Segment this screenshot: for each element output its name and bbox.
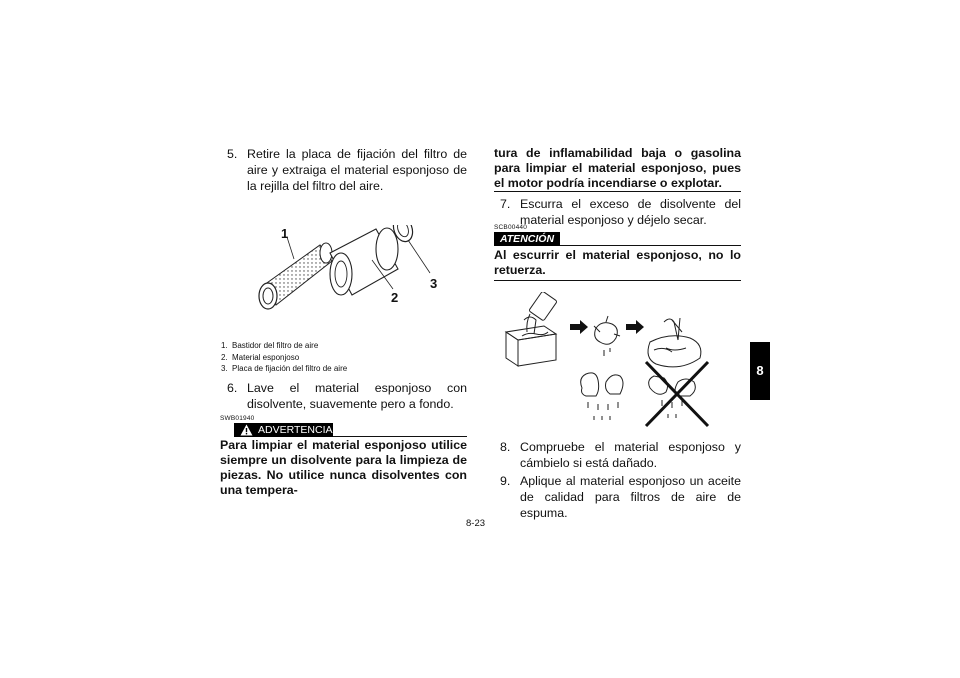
step-8 bbox=[500, 439, 741, 471]
notice-text: Al escurrir el material esponjoso, no lo retuerza. bbox=[494, 248, 741, 277]
warning-triangle-icon bbox=[240, 424, 253, 436]
step-7 bbox=[500, 196, 741, 228]
sponge-element bbox=[330, 228, 398, 295]
warning-rule bbox=[333, 436, 467, 437]
step-text: Aplique al material esponjoso un aceite de calidad para filtros de aire de espuma. bbox=[520, 474, 741, 520]
notice-badge: ATENCIÓN bbox=[494, 232, 560, 246]
hands-sponge-icon bbox=[648, 318, 701, 367]
figure-captions bbox=[221, 340, 461, 375]
notice-code: SCB00440 bbox=[494, 224, 528, 231]
step-6 bbox=[227, 380, 467, 412]
warning-badge bbox=[234, 423, 333, 437]
warning-code: SWB01940 bbox=[220, 415, 255, 422]
page-number: 8-23 bbox=[466, 518, 486, 529]
squeeze-illustration bbox=[500, 292, 718, 430]
squeeze-correct-icon bbox=[581, 373, 623, 420]
step-text: Escurra el exceso de disolvente del material esponjoso y déjelo secar. bbox=[520, 197, 741, 227]
step-number: 7. bbox=[500, 197, 511, 211]
arrow-right-icon bbox=[626, 320, 644, 334]
warning-label: ADVERTENCIA bbox=[258, 424, 333, 436]
figure-callout-1: 1 bbox=[281, 226, 289, 241]
step-arrows bbox=[570, 320, 644, 334]
air-filter-figure bbox=[250, 225, 450, 325]
notice-end-rule bbox=[494, 280, 741, 281]
warning-text-continued: tura de inflamabilidad baja o gasolina para limpiar el material esponjoso, pues el motor podría incendiarse o explotar. bbox=[494, 146, 741, 190]
caption-item: 1. Bastidor del filtro de aire bbox=[221, 341, 319, 350]
chapter-tab: 8 bbox=[750, 342, 770, 400]
step-text: Retire la placa de fijación del filtro de aire y extraiga el material esponjoso de la rejilla del filtro del aire. bbox=[247, 147, 467, 193]
cleaning-tub-icon bbox=[506, 317, 556, 366]
figure-callout-3: 3 bbox=[430, 276, 438, 291]
warning-text: Para limpiar el material esponjoso utilice siempre un disolvente para la limpieza de piezas. No utilice nunca disolventes con una tempera- bbox=[220, 438, 467, 497]
step-9 bbox=[500, 473, 741, 521]
warning-end-rule bbox=[494, 191, 741, 192]
step-number: 6. bbox=[227, 381, 238, 395]
caption-item: 3. Placa de fijación del filtro de aire bbox=[221, 364, 348, 373]
arrow-right-icon bbox=[570, 320, 588, 334]
prohibited-cross-icon bbox=[646, 362, 708, 426]
caption-item: 2. Material esponjoso bbox=[221, 352, 300, 362]
step-number: 5. bbox=[227, 147, 238, 161]
step-number: 8. bbox=[500, 440, 511, 454]
step-5 bbox=[227, 146, 467, 194]
step-number: 9. bbox=[500, 474, 511, 488]
step-text: Compruebe el material esponjoso y cámbielo si está dañado. bbox=[520, 440, 741, 470]
step-text: Lave el material esponjoso con disolvente, suavemente pero a fondo. bbox=[247, 381, 467, 411]
figure-callout-2: 2 bbox=[391, 290, 399, 305]
hands-squeeze-icon bbox=[594, 316, 620, 356]
notice-rule bbox=[560, 245, 741, 246]
filter-frame bbox=[259, 243, 332, 309]
